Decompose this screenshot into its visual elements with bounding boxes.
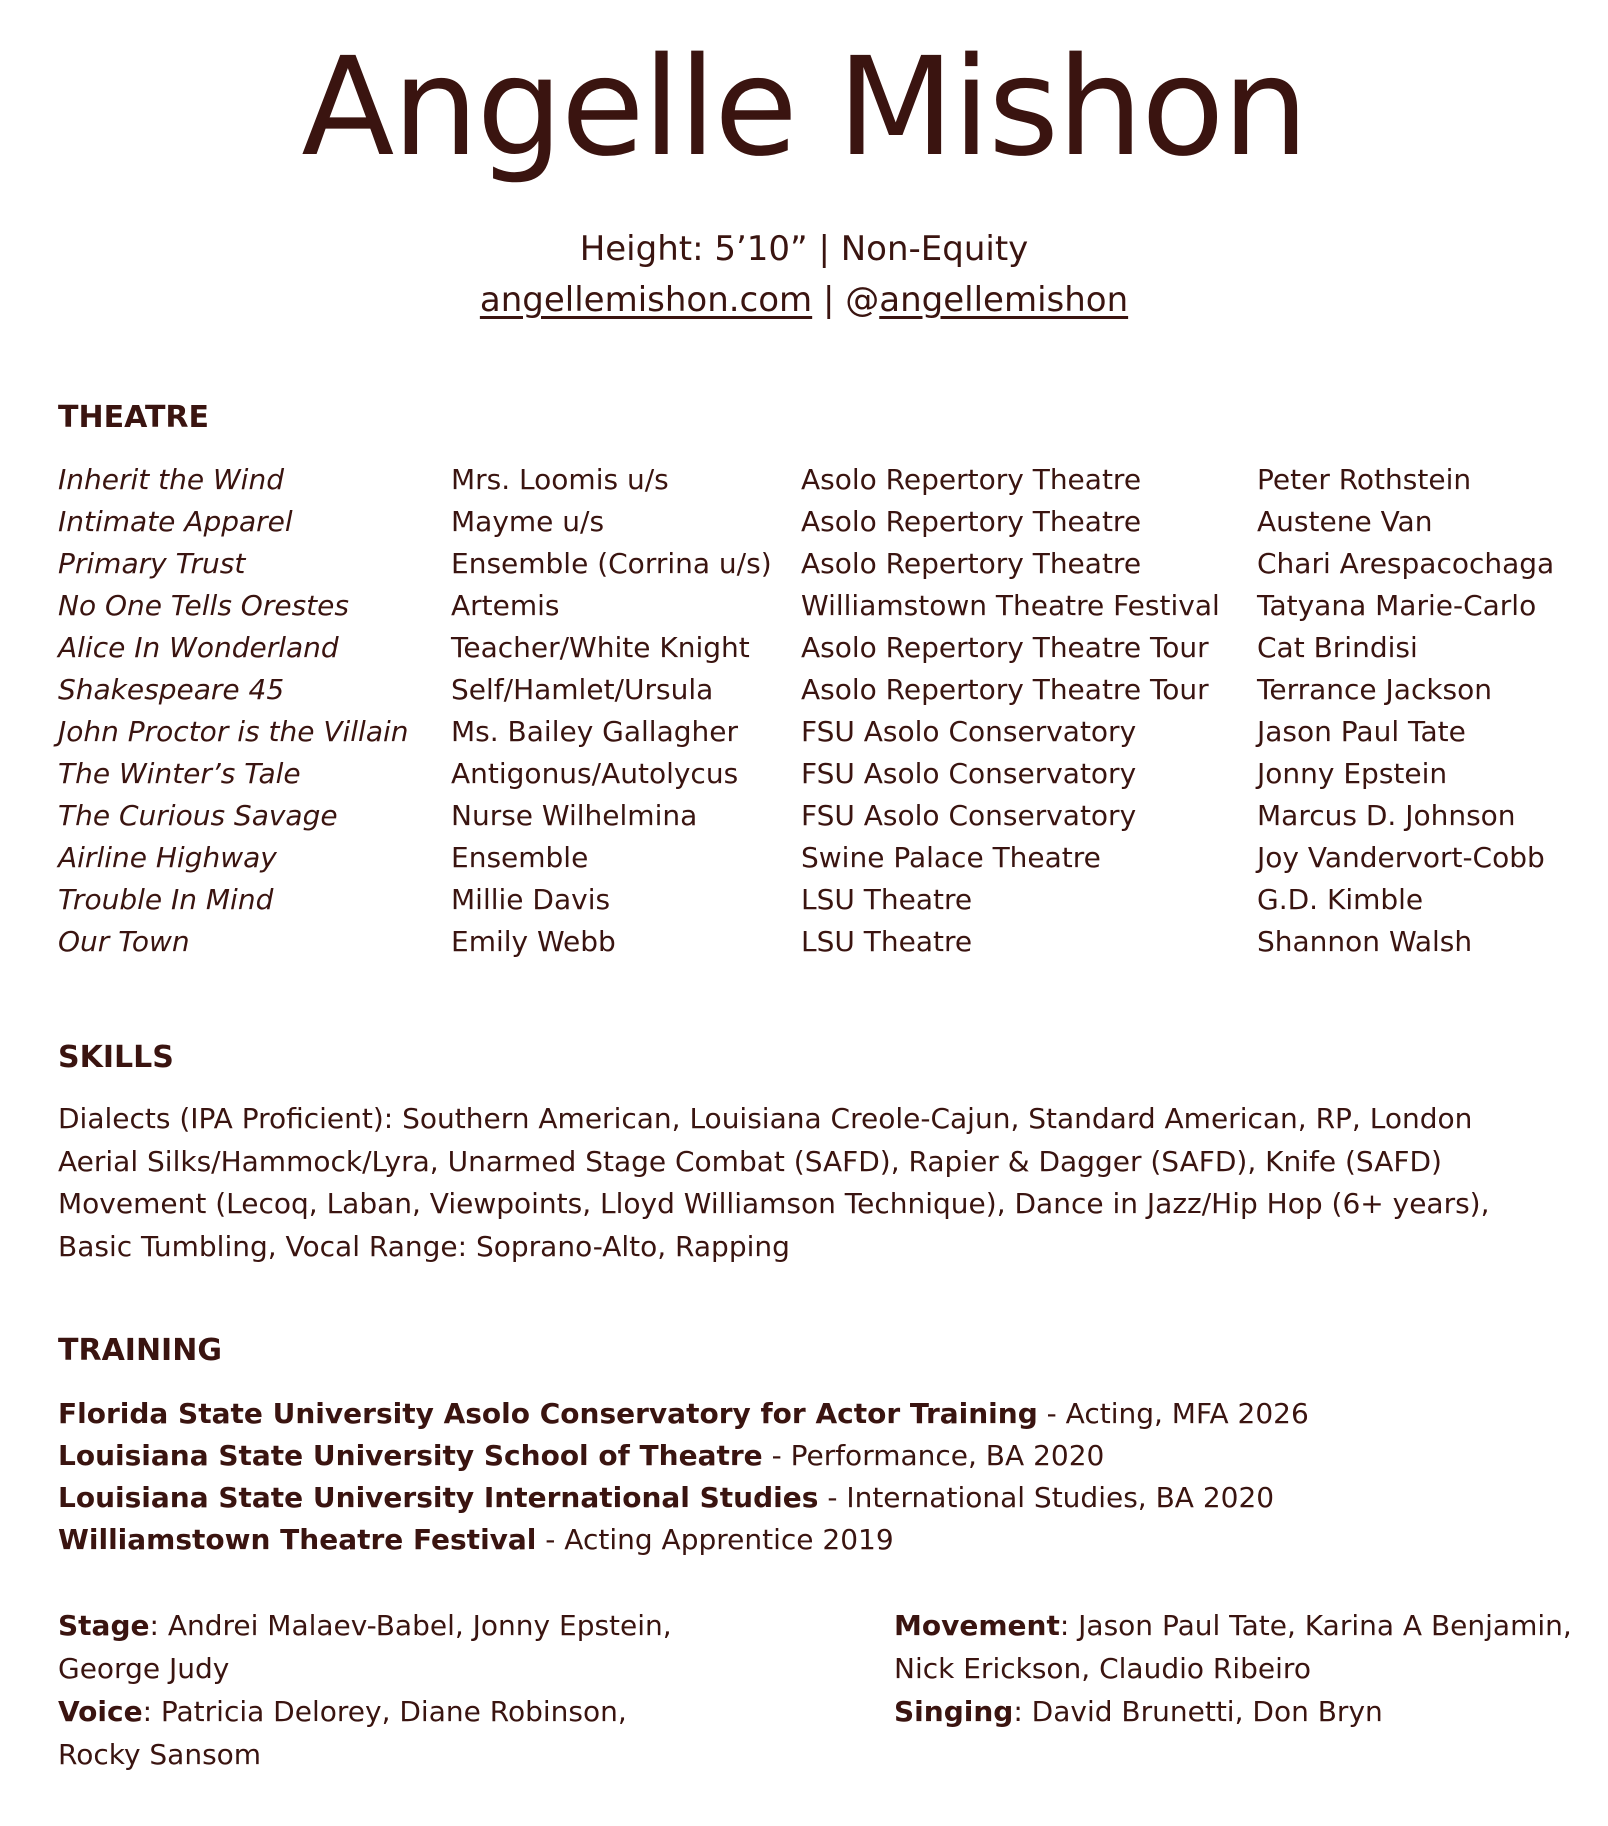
training-detail: - Acting, MFA 2026 [1037,1397,1309,1430]
teacher-names: : Jason Paul Tate, Karina A Benjamin, [1059,1609,1572,1642]
theatre-credit-row [58,878,1567,920]
credit-show: Primary Trust [58,546,246,580]
credit-role: Self/Hamlet/Ursula [451,672,714,706]
credit-company: LSU Theatre [801,882,973,916]
credit-director: Terrance Jackson [1257,672,1493,706]
contact-separator: | @ [812,280,880,320]
training-detail: - Acting Apprentice 2019 [536,1523,894,1556]
credit-company: Williamstown Theatre Festival [801,588,1220,622]
teacher-entry-stage [58,1604,838,1647]
skills-line: Aerial Silks/Hammock/Lyra, Unarmed Stage Combat (SAFD), Rapier & Dagger (SAFD), Knife (SAFD) [58,1144,1442,1178]
credit-role: Teacher/White Knight [451,630,750,664]
theatre-credit-row [58,920,1567,962]
credit-role: Mayme u/s [451,504,605,538]
skills-line: Dialects (IPA Proficient): Southern American, Louisiana Creole-Cajun, Standard American, RP, London [58,1102,1473,1135]
teacher-label: Singing [894,1695,1014,1728]
teacher-label: Movement [894,1609,1060,1642]
credit-director: Chari Arespacochaga [1257,546,1555,580]
training-entry [58,1393,1558,1435]
theatre-credit-row [58,458,1567,500]
credit-company: Asolo Repertory Theatre [801,546,1142,580]
training-heading: TRAINING [58,1333,222,1368]
credit-company: Asolo Repertory Theatre [801,462,1142,496]
skills-heading: SKILLS [58,1040,174,1075]
credit-director: Tatyana Marie-Carlo [1257,588,1537,622]
teachers-right-column [894,1604,1594,1733]
credit-role: Nurse Wilhelmina [451,798,698,832]
skills-line: Movement (Lecoq, Laban, Viewpoints, Lloyd Williamson Technique), Dance in Jazz/Hip Hop (6+ years), [58,1187,1490,1220]
credit-company: Asolo Repertory Theatre [801,504,1142,538]
credit-show: Trouble In Mind [58,882,274,916]
credit-role: Emily Webb [451,924,616,958]
credit-company: FSU Asolo Conservatory [801,714,1137,748]
training-detail: - International Studies, BA 2020 [818,1481,1275,1514]
credit-director: Cat Brindisi [1257,630,1418,664]
credit-show: Intimate Apparel [58,504,293,538]
credit-director: Marcus D. Johnson [1257,798,1516,832]
teacher-label: Voice [58,1695,143,1728]
teacher-names-continued: George Judy [58,1652,230,1685]
credit-company: FSU Asolo Conservatory [801,798,1137,832]
theatre-credit-row [58,626,1567,668]
theatre-credit-row [58,584,1567,626]
teacher-names: : Andrei Malaev-Babel, Jonny Epstein, [149,1609,672,1642]
skills-list [58,1098,1558,1268]
theatre-credit-row [58,794,1567,836]
training-detail: - Performance, BA 2020 [762,1439,1105,1472]
training-entry [58,1477,1558,1519]
teacher-entry-singing [894,1690,1594,1733]
teachers-left-column [58,1604,838,1776]
theatre-credit-row [58,668,1567,710]
credit-show: Airline Highway [58,840,277,874]
credit-role: Ensemble [451,840,589,874]
credit-company: LSU Theatre [801,924,973,958]
credit-show: Alice In Wonderland [58,630,339,664]
theatre-heading: THEATRE [58,400,210,435]
credit-show: John Proctor is the Villain [58,714,409,748]
credit-show: Shakespeare 45 [58,672,285,706]
credit-director: G.D. Kimble [1257,882,1424,916]
credit-show: No One Tells Orestes [58,588,349,622]
training-school: Florida State University Asolo Conservatory for Actor Training [58,1397,1038,1430]
teacher-label: Stage [58,1609,150,1642]
credit-director: Jason Paul Tate [1257,714,1466,748]
contact-line [0,280,1608,320]
website-link[interactable]: angellemishon.com [479,280,813,320]
credit-show: The Winter’s Tale [58,756,301,790]
credit-director: Joy Vandervort-Cobb [1257,840,1545,874]
teacher-names: : David Brunetti, Don Bryn [1013,1695,1383,1728]
theatre-credit-row [58,500,1567,542]
training-entry [58,1519,1558,1561]
credit-director: Peter Rothstein [1257,462,1472,496]
credit-role: Artemis [451,588,560,622]
social-handle-link[interactable]: angellemishon [879,280,1129,320]
credit-director: Shannon Walsh [1257,924,1473,958]
credit-show: Inherit the Wind [58,462,284,496]
teacher-entry-voice [58,1690,838,1733]
training-school: Louisiana State University School of Theatre [58,1439,763,1472]
theatre-credits-table [58,458,1567,962]
credit-director: Austene Van [1257,504,1433,538]
credit-role: Millie Davis [451,882,611,916]
credit-role: Ms. Bailey Gallagher [451,714,738,748]
training-school: Louisiana State University International Studies [58,1481,819,1514]
training-entry [58,1435,1558,1477]
credit-company: Asolo Repertory Theatre Tour [801,672,1209,706]
credit-role: Ensemble (Corrina u/s) [451,546,772,580]
height-union-line: Height: 5’10” | Non-Equity [579,229,1029,269]
teacher-names-continued: Rocky Sansom [58,1738,262,1771]
credit-director: Jonny Epstein [1257,756,1448,790]
credit-role: Antigonus/Autolycus [451,756,739,790]
credit-show: Our Town [58,924,190,958]
credit-role: Mrs. Loomis u/s [451,462,669,496]
theatre-credit-row [58,836,1567,878]
theatre-credit-row [58,542,1567,584]
credit-company: Asolo Repertory Theatre Tour [801,630,1209,664]
credit-show: The Curious Savage [58,798,338,832]
training-list [58,1393,1558,1561]
training-school: Williamstown Theatre Festival [58,1523,537,1556]
teacher-names-continued: Nick Erickson, Claudio Ribeiro [894,1652,1311,1685]
teacher-names: : Patricia Delorey, Diane Robinson, [142,1695,627,1728]
skills-line: Basic Tumbling, Vocal Range: Soprano-Alto, Rapping [58,1229,790,1263]
teacher-entry-movement [894,1604,1594,1647]
theatre-credit-row [58,752,1567,794]
theatre-credit-row [58,710,1567,752]
credit-company: Swine Palace Theatre [801,840,1101,874]
resume-name: Angelle Mishon [301,29,1307,187]
credit-company: FSU Asolo Conservatory [801,756,1137,790]
